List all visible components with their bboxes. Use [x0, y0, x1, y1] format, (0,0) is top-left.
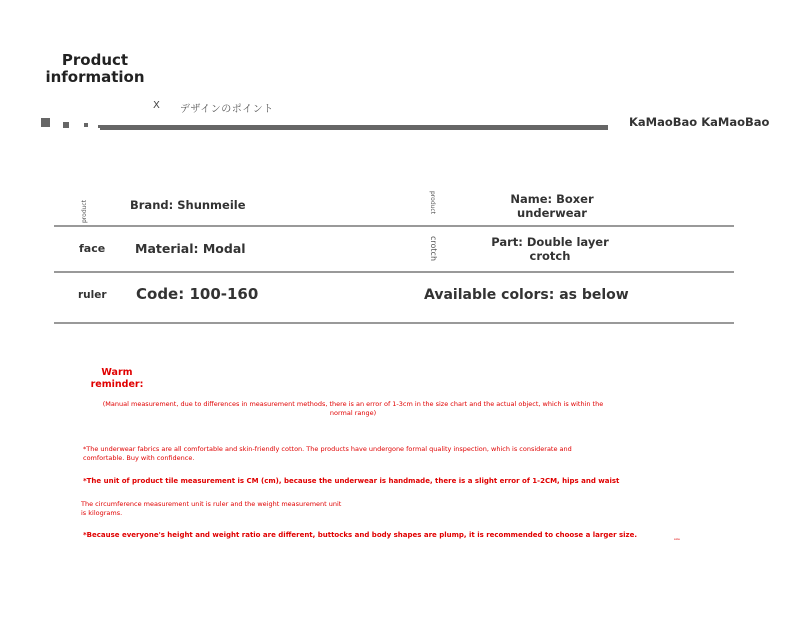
- size-note: *Because everyone's height and weight ratio are different, buttocks and body shapes are plump, it is recommended to choose a larger size.: [83, 531, 638, 539]
- crotch-vertical-label: crotch: [429, 236, 438, 262]
- table-divider-3: [54, 322, 734, 324]
- row1-right-vertical-label: product: [429, 191, 436, 215]
- brand-name: KaMaoBao KaMaoBao: [629, 115, 770, 129]
- header-divider-bar: [100, 125, 608, 130]
- face-label: face: [79, 242, 106, 255]
- brand-cell: Brand: Shunmeile: [130, 198, 246, 212]
- manual-measurement-note: (Manual measurement, due to differences in measurement methods, there is an error of 1-3cm in the size chart and the actual object, which is within the normal range): [102, 400, 604, 417]
- ruler-label: ruler: [78, 289, 107, 301]
- decor-square-large: [41, 118, 50, 127]
- row1-left-vertical-label: product: [81, 199, 88, 223]
- warm-reminder-title: Warm reminder:: [90, 367, 144, 390]
- unit-note: *The unit of product tile measurement is CM (cm), because the underwear is handmade, there is a slight error of 1-2CM, hips and waist: [83, 477, 620, 485]
- name-cell: Name: Boxer underwear: [510, 192, 594, 220]
- fabric-note: *The underwear fabrics are all comfortable and skin-friendly cotton. The products have undergone formal quality inspection, which is considerate and comfortable. Buy with confidence.: [83, 445, 572, 462]
- available-colors-cell: Available colors: as below: [424, 287, 629, 303]
- decor-square-medium: [63, 122, 69, 128]
- decor-square-small: [84, 123, 88, 127]
- x-mark: X: [153, 100, 160, 111]
- size-tail-mark: size: [674, 537, 680, 541]
- page-title: Product information: [45, 51, 145, 86]
- circumference-note: The circumference measurement unit is ruler and the weight measurement unit is kilograms.: [81, 500, 342, 517]
- design-points-label: デザインのポイント: [180, 104, 274, 115]
- part-cell: Part: Double layer crotch: [491, 235, 609, 263]
- table-divider-1: [54, 225, 734, 227]
- code-cell: Code: 100-160: [136, 285, 259, 303]
- table-divider-2: [54, 271, 734, 273]
- material-cell: Material: Modal: [135, 241, 246, 256]
